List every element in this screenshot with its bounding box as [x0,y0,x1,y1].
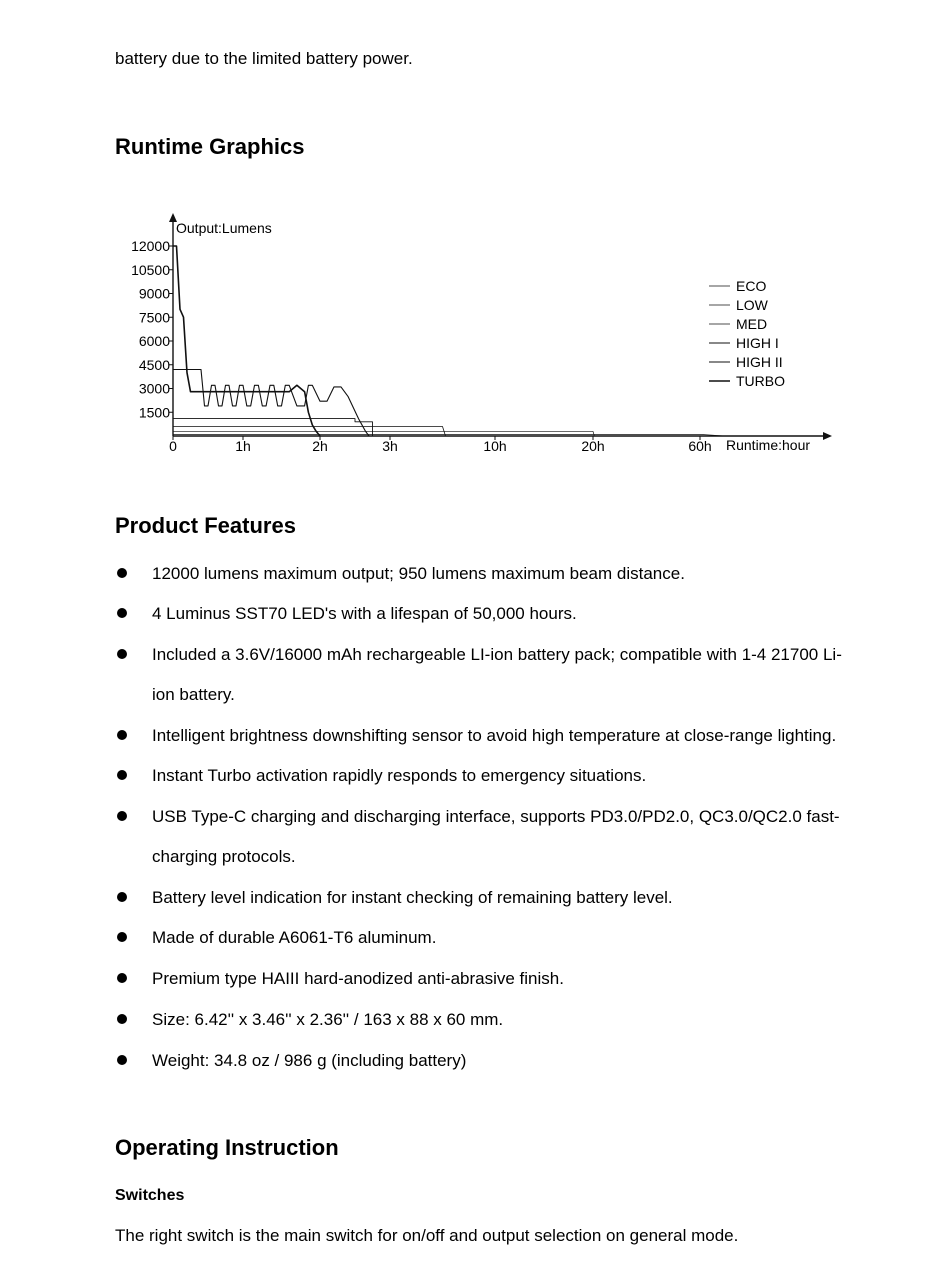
y-tick-label: 12000 [131,238,170,254]
bullet-icon [117,811,127,821]
series-line-high-i [173,419,373,436]
feature-item-continued: charging protocols. [152,847,296,866]
legend-label: TURBO [736,373,785,389]
features-heading: Product Features [115,513,296,538]
bullet-icon [117,649,127,659]
legend-label: LOW [736,297,768,313]
x-ticks [169,436,712,454]
feature-item: 4 Luminus SST70 LED's with a lifespan of 50,000 hours. [152,604,577,623]
bullet-icon [117,1014,127,1024]
bullet-icon [117,608,127,618]
y-tick-label: 9000 [138,285,170,302]
runtime-heading: Runtime Graphics [115,134,305,159]
x-tick-label: 10h [483,438,507,454]
y-tick-label: 7500 [138,309,170,326]
bullet-icon [117,568,127,578]
x-tick-label: 20h [581,438,605,454]
bullet-icon [117,932,127,942]
legend-label: ECO [736,278,767,294]
bullet-icon [117,1055,127,1065]
feature-item: Weight: 34.8 oz / 986 g (including battery) [152,1051,467,1070]
feature-item: Premium type HAIII hard-anodized anti-abrasive finish. [152,969,564,988]
bullet-icon [117,973,127,983]
series-line-turbo [173,246,320,436]
feature-item: 12000 lumens maximum output; 950 lumens maximum beam distance. [152,564,685,583]
feature-item: Included a 3.6V/16000 mAh rechargeable LI-ion battery pack; compatible with 1-4 21700 Li- [152,645,842,664]
chart-axes [169,213,832,440]
feature-item: Made of durable A6061-T6 aluminum. [152,928,437,947]
y-tick-label: 4500 [138,356,170,373]
bullet-icon [117,770,127,780]
x-tick-label: 60h [688,438,712,454]
feature-item: Size: 6.42'' x 3.46'' x 2.36'' / 163 x 88 x 60 mm. [152,1010,504,1029]
legend-label: HIGH I [736,335,779,351]
y-tick-label: 3000 [138,380,170,397]
x-axis-label: Runtime:hour [726,437,811,453]
chart-series [173,246,724,436]
series-line-low [173,431,594,436]
switches-text: The right switch is the main switch for on/off and output selection on general mode. [115,1226,739,1245]
feature-item: USB Type-C charging and discharging interface, supports PD3.0/PD2.0, QC3.0/QC2.0 fast- [152,807,840,826]
y-tick-label: 1500 [138,404,170,421]
x-axis-arrow-icon [823,432,832,440]
y-tick-label: 10500 [131,261,170,278]
y-tick-label: 6000 [138,333,170,349]
feature-item: Instant Turbo activation rapidly responds to emergency situations. [152,766,647,785]
legend-label: MED [736,316,768,332]
intro-text: battery due to the limited battery power. [115,49,413,68]
operating-heading: Operating Instruction [115,1135,339,1160]
y-axis-label: Output:Lumens [176,220,272,236]
legend-label: HIGH II [736,354,783,370]
feature-item: Intelligent brightness downshifting sensor to avoid high temperature at close-range lighting. [152,726,837,745]
x-tick-label: 0 [169,438,177,454]
bullet-icon [117,892,127,902]
y-ticks [131,238,173,420]
bullet-icon [117,730,127,740]
x-tick-label: 1h [235,438,251,454]
series-line-high-ii [173,370,369,437]
feature-item-continued: ion battery. [152,685,235,704]
feature-item: Battery level indication for instant checking of remaining battery level. [152,888,673,907]
chart-legend [709,278,785,389]
runtime-chart [115,205,845,465]
x-tick-label: 3h [382,438,398,454]
x-tick-label: 2h [312,438,328,454]
switches-heading: Switches [115,1187,185,1204]
